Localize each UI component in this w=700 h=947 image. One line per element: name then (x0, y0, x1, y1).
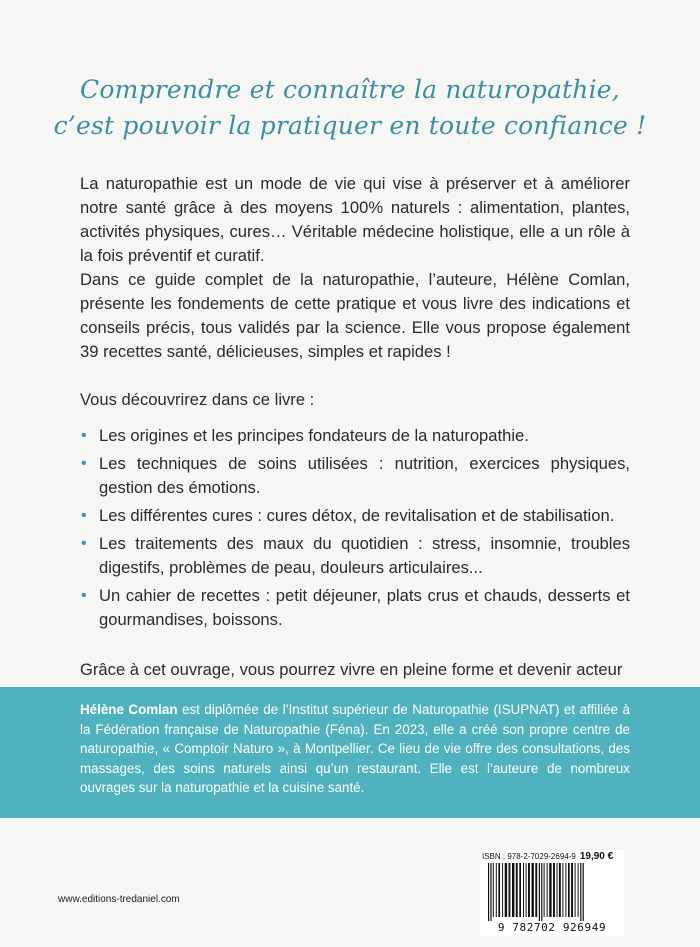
barcode-bar (498, 863, 500, 917)
barcode-bar (496, 863, 497, 917)
paragraph-guide: Dans ce guide complet de la naturopathie, l’auteure, Hélène Comlan, présente les fondements de cette pratique et vous livre des indications et conseils précis, tous validés par la science. Elle vous propose également 39 recettes santé, délicieuses, simples et rapides ! (80, 270, 630, 361)
bullet-icon: • (81, 427, 87, 444)
list-item-text: Un cahier de recettes : petit déjeuner, plats crus et chauds, desserts et gourmandises, boissons. (99, 586, 630, 629)
barcode-bar (575, 863, 576, 917)
barcode-bar (544, 863, 545, 917)
barcode-bar (568, 863, 570, 917)
list-item-text: Les traitements des maux du quotidien : stress, insomnie, troubles digestifs, problèmes de peau, douleurs articulaires... (99, 534, 630, 577)
barcode-icon (480, 863, 624, 921)
barcode-bar (490, 863, 491, 921)
bullet-icon: • (81, 587, 87, 604)
list-item-text: Les origines et les principes fondateurs de la naturopathie. (99, 426, 529, 445)
barcode-bar (583, 863, 584, 921)
list-item-text: Les différentes cures : cures détox, de revitalisation et de stabilisation. (99, 506, 615, 525)
barcode-bar (505, 863, 507, 917)
closing-paragraph: Grâce à cet ouvrage, vous pourrez vivre en pleine forme et devenir acteur (80, 660, 623, 679)
barcode-bar (488, 863, 489, 921)
list-item (80, 452, 630, 500)
features-list (80, 424, 630, 632)
bullet-icon: • (81, 507, 87, 524)
price: 19,90 € (579, 851, 614, 862)
barcode-bar (523, 863, 524, 917)
barcode-bar (547, 863, 548, 917)
barcode-bar (519, 863, 521, 917)
barcode-bar (553, 863, 555, 917)
barcode-bar (549, 863, 551, 917)
barcode-bar (509, 863, 511, 917)
barcode-bar (516, 863, 518, 917)
list-item (80, 584, 630, 632)
publisher-website: www.editions-tredaniel.com (58, 894, 180, 905)
barcode-bar (535, 863, 537, 917)
barcode-bar (526, 863, 527, 917)
list-item (80, 504, 630, 528)
tagline (0, 72, 700, 144)
barcode-bar (562, 863, 563, 917)
ean-digits: 9 782702 926949 (497, 921, 607, 934)
barcode-bar (493, 863, 494, 917)
tagline-line-2: c’est pouvoir la pratiquer en toute confiance ! (53, 111, 647, 140)
description (80, 172, 630, 706)
barcode-bar (565, 863, 566, 917)
author-name: Hélène Comlan (80, 702, 178, 717)
barcode-bar (578, 863, 579, 917)
bullet-icon: • (81, 535, 87, 552)
isbn: ISBN : 978-2-7029-2694-9 (482, 852, 576, 861)
list-item (80, 424, 630, 448)
tagline-line-1: Comprendre et connaître la naturopathie, (80, 75, 620, 104)
barcode-bar (580, 863, 581, 921)
barcode-bar (541, 863, 542, 921)
barcode-bar (539, 863, 540, 921)
barcode-bar (512, 863, 514, 917)
barcode-bar (557, 863, 558, 917)
barcode-block (480, 850, 624, 936)
bullet-icon: • (81, 455, 87, 472)
list-item (80, 532, 630, 580)
barcode-bar (571, 863, 573, 917)
author-bio-text: est diplômée de l’Institut supérieur de Naturopathie (ISUPNAT) et affiliée à la Fédération française de Naturopathie (Féna). En 2023, elle a créé son propre centre de naturopathie, « Comptoir Naturo », à Montpellier. Ce lieu de vie offre des consultations, des massages, des soins naturels ainsi qu’un restaurant. Elle est l’auteure de nombreux ouvrages sur la naturopathie et la cuisine santé. (80, 702, 630, 795)
list-item-text: Les techniques de soins utilisées : nutrition, exercices physiques, gestion des émotions. (99, 454, 630, 497)
author-band (0, 687, 700, 818)
barcode-bar (528, 863, 530, 917)
isbn-line (482, 851, 624, 862)
author-bio (80, 700, 630, 798)
barcode-bar (502, 863, 503, 917)
paragraph-intro: La naturopathie est un mode de vie qui vise à préserver et à améliorer notre santé grâce à des moyens 100% naturels : alimentation, plantes, activités physiques, cures… Véritable médecine holistique, elle a un rôle à la fois préventif et curatif. (80, 174, 630, 265)
features-intro: Vous découvrirez dans ce livre : (80, 390, 315, 409)
barcode-bar (559, 863, 561, 917)
barcode-bar (532, 863, 534, 917)
